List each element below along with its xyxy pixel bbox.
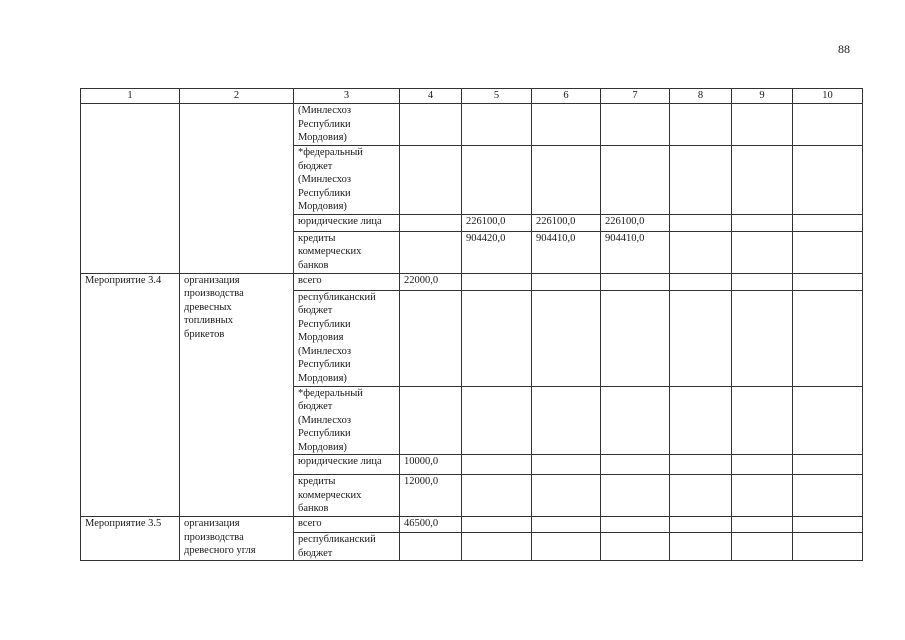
value-cell	[400, 146, 462, 215]
budget-table	[80, 88, 863, 561]
empty-cell	[532, 533, 601, 561]
empty-cell	[601, 273, 670, 290]
value-cell	[400, 290, 462, 386]
page-number: 88	[838, 42, 850, 56]
value-cell: 904420,0	[462, 231, 532, 273]
source-cell: (Минлесхоз Республики Мордовия)	[294, 104, 400, 146]
empty-cell	[732, 273, 793, 290]
empty-cell	[601, 290, 670, 386]
empty-cell	[532, 475, 601, 517]
empty-cell	[462, 533, 532, 561]
empty-cell	[462, 517, 532, 533]
empty-cell	[462, 273, 532, 290]
value-cell: 22000,0	[400, 273, 462, 290]
value-cell	[462, 146, 532, 215]
empty-cell	[732, 146, 793, 215]
empty-cell	[670, 386, 732, 455]
empty-cell	[462, 386, 532, 455]
value-cell	[601, 104, 670, 146]
source-cell: республиканский бюджет	[294, 533, 400, 561]
source-cell: *федеральный бюджет (Минлесхоз Республики Мордовия)	[294, 386, 400, 455]
empty-cell	[732, 455, 793, 475]
empty-cell	[532, 517, 601, 533]
empty-cell	[732, 104, 793, 146]
value-cell: 12000,0	[400, 475, 462, 517]
header-cell: 8	[670, 89, 732, 104]
empty-cell	[601, 475, 670, 517]
empty-cell	[670, 455, 732, 475]
header-cell: 2	[180, 89, 294, 104]
header-cell: 6	[532, 89, 601, 104]
empty-cell	[732, 475, 793, 517]
empty-cell	[732, 290, 793, 386]
header-cell: 10	[793, 89, 863, 104]
source-cell: всего	[294, 273, 400, 290]
value-cell	[400, 104, 462, 146]
event-cell: Мероприятие 3.5	[81, 517, 180, 561]
empty-cell	[793, 214, 863, 231]
event-cell	[81, 104, 180, 274]
header-cell: 5	[462, 89, 532, 104]
empty-cell	[793, 386, 863, 455]
empty-cell	[732, 386, 793, 455]
source-cell: юридические лица	[294, 214, 400, 231]
description-cell: организация производства древесных топливных брикетов	[180, 273, 294, 517]
value-cell	[400, 386, 462, 455]
empty-cell	[670, 290, 732, 386]
value-cell	[400, 533, 462, 561]
source-cell: *федеральный бюджет (Минлесхоз Республики Мордовия)	[294, 146, 400, 215]
empty-cell	[601, 517, 670, 533]
empty-cell	[462, 475, 532, 517]
empty-cell	[793, 475, 863, 517]
table-row	[81, 104, 863, 146]
empty-cell	[670, 475, 732, 517]
empty-cell	[793, 517, 863, 533]
source-cell: кредиты коммерческих банков	[294, 475, 400, 517]
source-cell: юридические лица	[294, 455, 400, 475]
empty-cell	[732, 231, 793, 273]
empty-cell	[732, 533, 793, 561]
value-cell	[532, 104, 601, 146]
empty-cell	[670, 273, 732, 290]
value-cell: 904410,0	[532, 231, 601, 273]
event-cell: Мероприятие 3.4	[81, 273, 180, 517]
empty-cell	[732, 214, 793, 231]
empty-cell	[793, 290, 863, 386]
header-cell: 9	[732, 89, 793, 104]
description-cell	[180, 104, 294, 274]
empty-cell	[793, 455, 863, 475]
empty-cell	[601, 386, 670, 455]
header-cell: 4	[400, 89, 462, 104]
empty-cell	[793, 231, 863, 273]
value-cell: 46500,0	[400, 517, 462, 533]
empty-cell	[601, 533, 670, 561]
empty-cell	[532, 455, 601, 475]
value-cell: 226100,0	[532, 214, 601, 231]
header-cell: 1	[81, 89, 180, 104]
empty-cell	[462, 290, 532, 386]
table-header-row	[81, 89, 863, 104]
empty-cell	[793, 146, 863, 215]
empty-cell	[532, 290, 601, 386]
value-cell	[400, 231, 462, 273]
empty-cell	[670, 533, 732, 561]
empty-cell	[670, 146, 732, 215]
description-cell: организация производства древесного угля	[180, 517, 294, 561]
value-cell	[400, 214, 462, 231]
source-cell: кредиты коммерческих банков	[294, 231, 400, 273]
empty-cell	[670, 214, 732, 231]
empty-cell	[793, 533, 863, 561]
empty-cell	[670, 104, 732, 146]
header-cell: 3	[294, 89, 400, 104]
empty-cell	[793, 104, 863, 146]
value-cell	[462, 104, 532, 146]
header-cell: 7	[601, 89, 670, 104]
empty-cell	[793, 273, 863, 290]
empty-cell	[732, 517, 793, 533]
value-cell: 904410,0	[601, 231, 670, 273]
table-row	[81, 517, 863, 533]
value-cell: 10000,0	[400, 455, 462, 475]
source-cell: всего	[294, 517, 400, 533]
empty-cell	[532, 273, 601, 290]
empty-cell	[601, 455, 670, 475]
empty-cell	[462, 455, 532, 475]
value-cell	[601, 146, 670, 215]
source-cell: республиканский бюджет Республики Мордовия (Минлесхоз Республики Мордовия)	[294, 290, 400, 386]
value-cell: 226100,0	[601, 214, 670, 231]
empty-cell	[532, 386, 601, 455]
empty-cell	[670, 517, 732, 533]
table-row	[81, 273, 863, 290]
value-cell	[532, 146, 601, 215]
empty-cell	[670, 231, 732, 273]
value-cell: 226100,0	[462, 214, 532, 231]
